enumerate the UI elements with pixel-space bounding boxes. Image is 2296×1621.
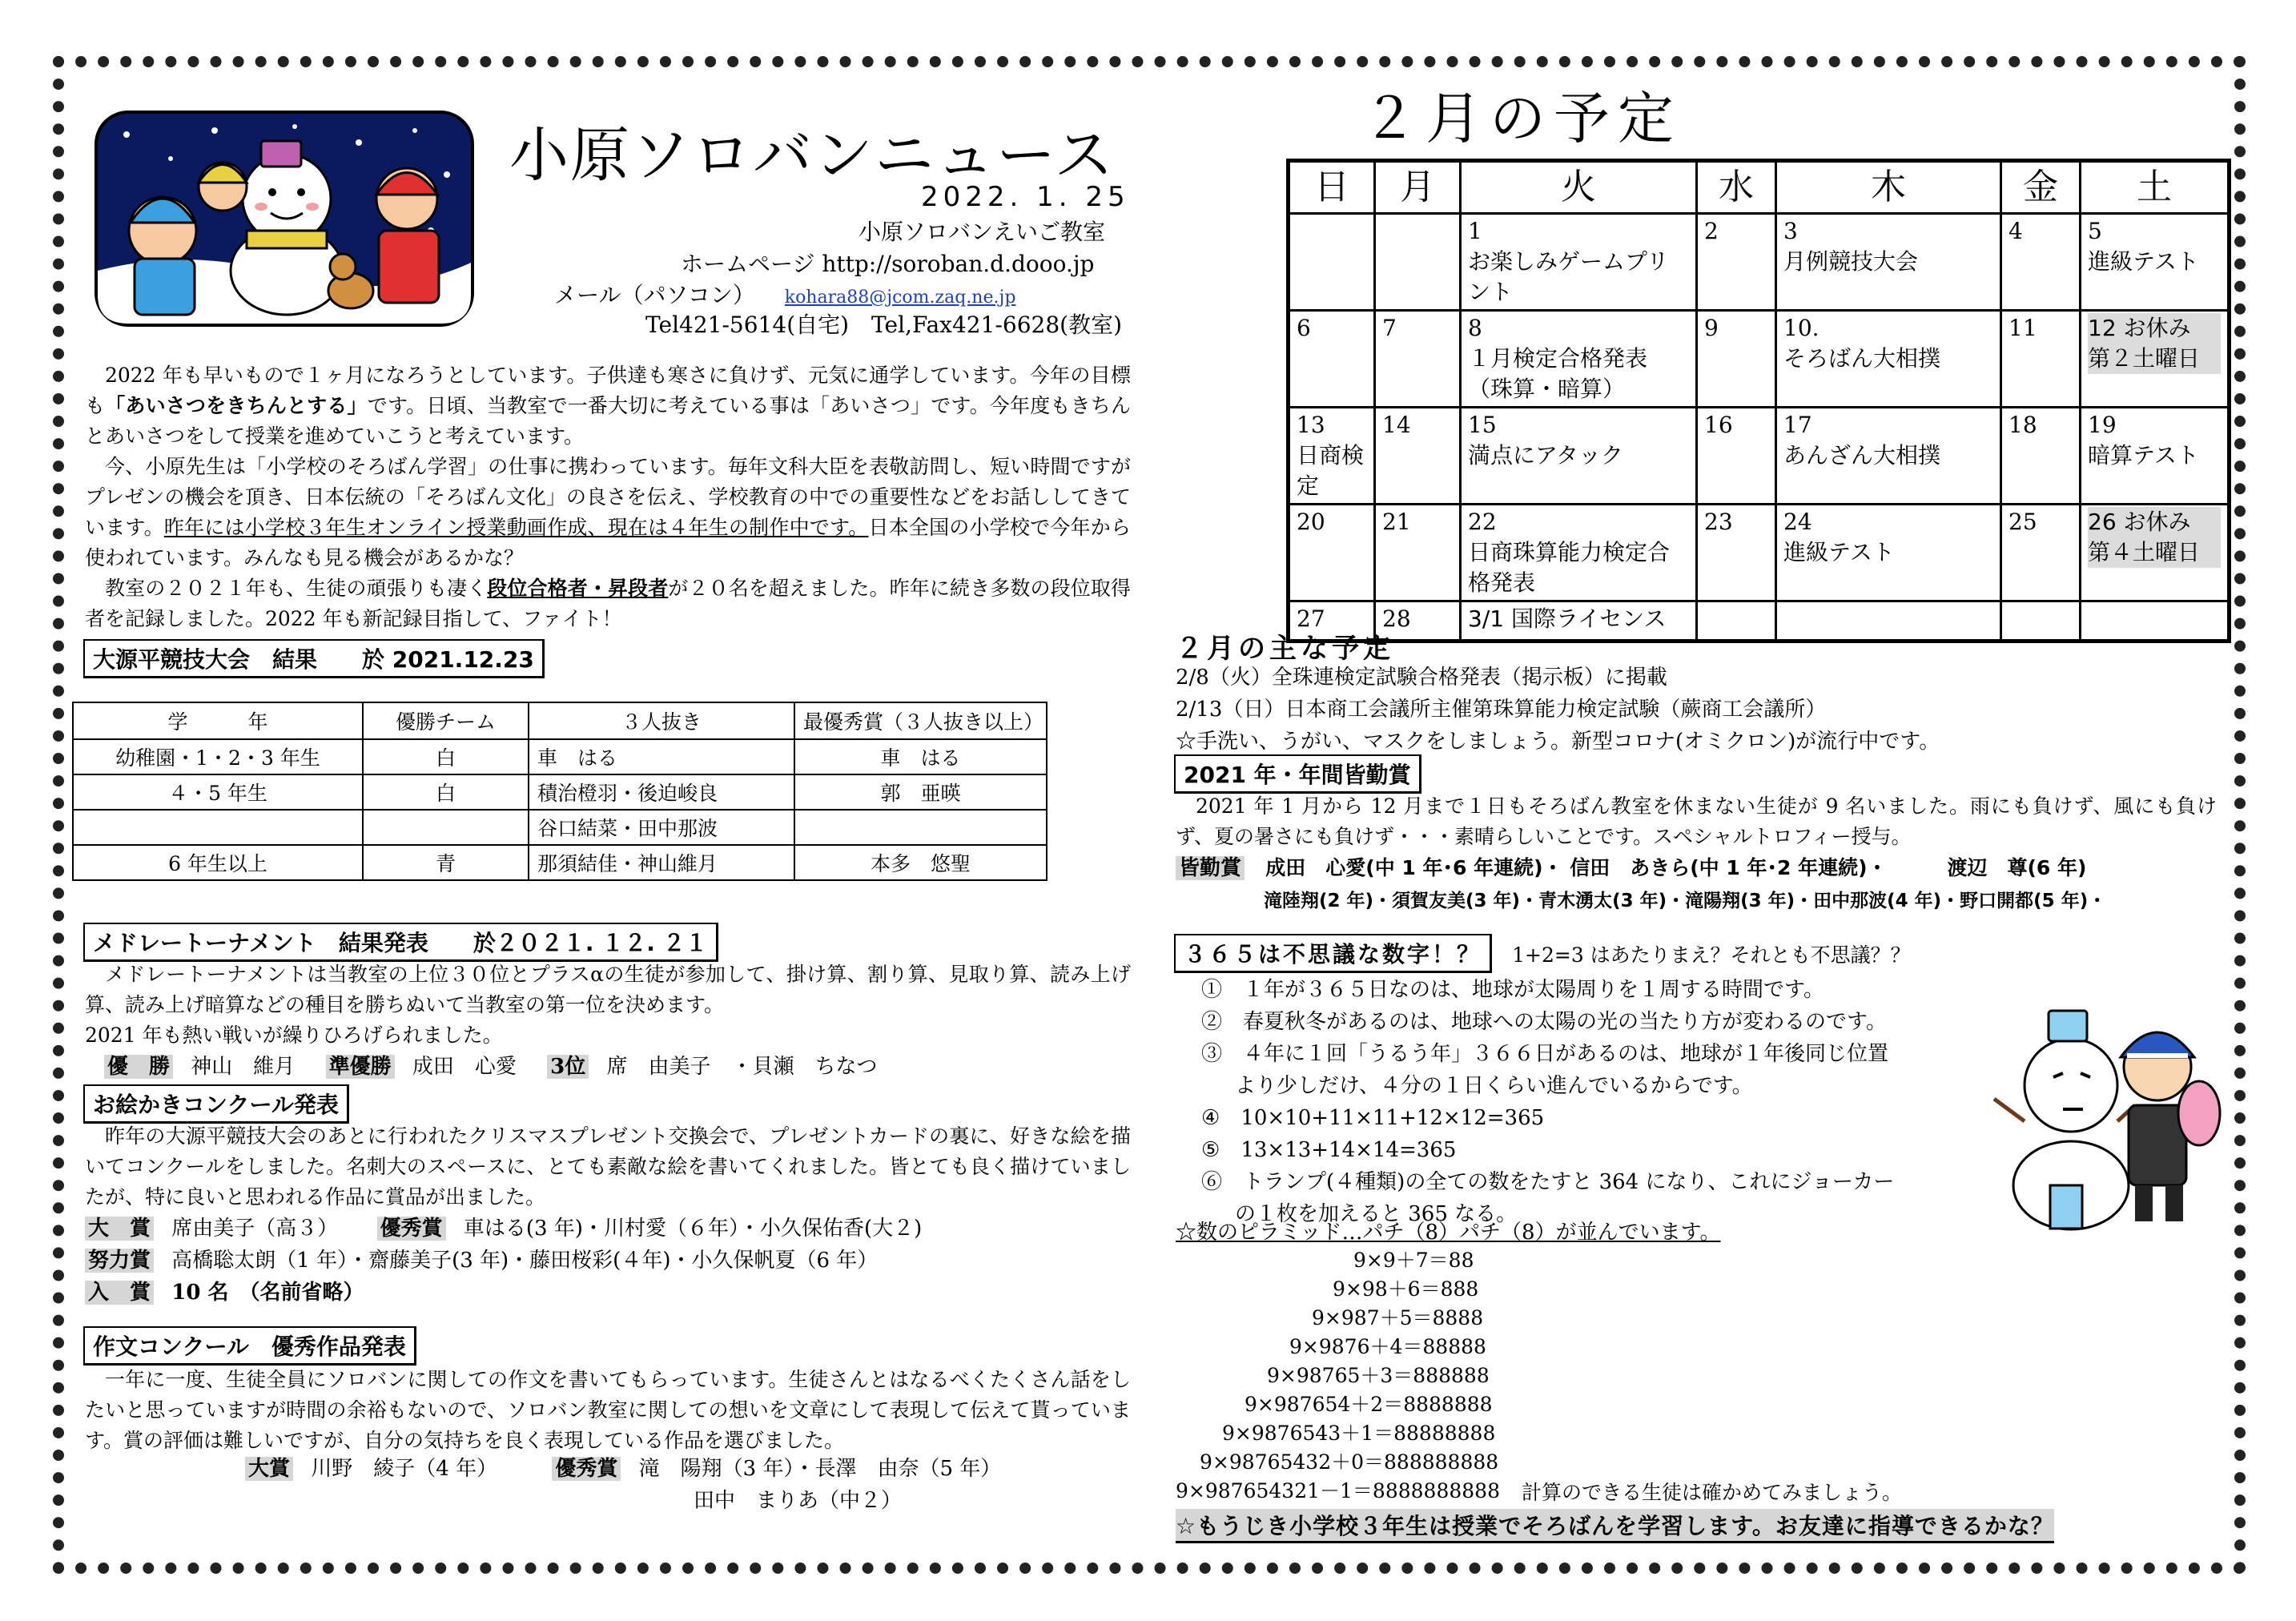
day-cell: 28 [1375,601,1461,642]
day-cell: 2 [1697,214,1776,311]
attendance-title-box [1174,754,1421,794]
mystery-subtitle: 1+2=3 はあたりまえ？それとも不思議？？ [1512,943,1911,967]
day-cell: 27 [1289,601,1375,642]
pyramid-title: ☆数のピラミッド…パチ（8）パチ（8）が並んでいます。 [1176,1221,1721,1245]
medley-section [85,959,1131,1083]
day-cell: 24 進級テスト [1776,505,2001,601]
mail-line [554,278,1015,310]
day-cell: 4 [2001,214,2081,311]
contest-title-box [83,639,545,678]
col-winning-team: 優勝チーム [363,702,529,739]
day-cell: 9 [1697,311,1776,408]
value: 滝陸翔(2 年)・須賀友美(3 年)・青木湧太(3 年)・滝陽翔(3 年)・田中那波(4 年)・野口開都(5 年)・ [1264,891,2107,911]
value: 車はる(3 年)・川村愛（６年）・小久保佑香(大２) [463,1217,923,1241]
table-row [73,774,1047,810]
list-item: ⑥ トランプ(４種類)の全ての数をたすと 364 になり、これにジョーカー [1201,1170,1895,1194]
list-item: ☆手洗い、うがい、マスクをしましょう。新型コロナ(オミクロン)が流行中です。 [1176,730,1940,754]
calendar-header-row [1289,161,2230,214]
table-row [73,739,1047,774]
day-cell: 22 日商珠算能力検定合格発表 [1461,505,1697,601]
attendance-section [1176,791,2217,917]
calendar-week [1289,311,2230,408]
second-name: 成田 心愛 [412,1055,517,1079]
day-cell: 18 [2001,408,2081,505]
day-cell: 16 [1697,408,1776,505]
attendance-text: 2021 年 1 月から 12 月まで１日もそろばん教室を休まない生徒が 9 名いました。雨にも負けず、風にも負けず、夏の暑さにも負けず・・・素晴らしいことです。スペシャルトロフィー授与。 [1176,794,2217,848]
value: 席由美子（高３） [171,1217,339,1241]
day-cell [1289,214,1375,311]
day-cell: 19 暗算テスト [2081,408,2230,505]
drawing-title-box [83,1084,349,1124]
day-cell: 7 [1375,311,1461,408]
medley-results [104,1051,1131,1083]
list-item: ③ ４年に１回「うるう年」３６６日があるのは、地球が１年後同じ位置 [1201,1042,1889,1066]
day-cell: 20 [1289,505,1375,601]
medley-title: メドレートーナメント 結果発表 於２０２１. １２. ２１ [83,923,718,962]
homepage-line: ホームページ http://soroban.d.dooo.jp [681,251,1095,277]
pyramid-line: 9×9876＋4＝88888 [1289,1335,1486,1358]
list-item: ① １年が３６５日なのは、地球が太陽周りを１周する時間です。 [1201,978,1824,1002]
list-item: より少しだけ、４分の１日くらい進んでいるからです。 [1235,1074,1753,1098]
third-label: 3位 [547,1055,589,1079]
drawing-effort-prize [85,1245,1131,1277]
cell [73,810,363,845]
cell: ４・5 年生 [73,774,363,810]
number-pyramid [1176,1246,1736,1506]
attendance-names-2 [1264,884,2217,917]
table-row [73,845,1047,880]
tel-line: Tel421-5614(自宅) Tel,Fax421-6628(教室) [645,312,1122,338]
pyramid-note: 計算のできる生徒は確かめてみましょう。 [1522,1481,1903,1504]
medley-text: メドレートーナメントは当教室の上位３０位とプラスαの生徒が参加して、掛け算、割り算、見取り算、読み上げ算、読み上げ暗算などの種目を勝ちぬいて当教室の第一位を決めます。 [85,963,1131,1016]
day-cell: 14 [1375,408,1461,505]
value: 田中 まりあ（中２） [694,1489,903,1513]
mail-link[interactable]: kohara88@jcom.zaq.ne.jp [784,288,1016,308]
cell: 白 [363,774,529,810]
day-cell [1776,601,2001,642]
cell [363,810,529,845]
day-cell: 3/1 国際ライセンス [1461,601,1697,642]
day-fri: 金 [2001,161,2081,214]
essay-title: 作文コンクール 優秀作品発表 [83,1326,416,1366]
cell: 谷口結菜・田中那波 [529,810,794,845]
col-three-wins: ３人抜き [529,702,794,739]
drawing-text: 昨年の大源平競技大会のあとに行われたクリスマスプレゼント交換会で、プレゼントカードの裏に、好きな絵を描いてコンクールをしました。名刺大のスペースに、とても素敵な絵を書いてくれました。皆とても良く描けていましたが、特に良いと思われる作品に賞品が出ました。 [85,1124,1131,1209]
day-cell: 1 お楽しみゲームプリント [1461,214,1697,311]
pyramid-line: 9×987654＋2＝8888888 [1245,1393,1493,1416]
day-cell: 13 日商検定 [1289,408,1375,505]
value: 滝 陽翔（3 年）・長澤 由奈（5 年） [638,1457,1002,1481]
label: 大 賞 [85,1217,154,1241]
day-sat: 土 [2081,161,2230,214]
third-name: 席 由美子 ・貝瀬 ちなつ [606,1055,878,1079]
day-cell-holiday: 12 お休み 第２土曜日 [2081,311,2230,408]
day-cell [1697,601,1776,642]
main-schedule-list [1176,662,1940,758]
day-cell [2001,601,2081,642]
attendance-names-1 [1176,852,2217,884]
second-label: 準優勝 [326,1055,395,1079]
essay-text: 一年に一度、生徒全員にソロバンに関しての作文を書いてもらっています。生徒さんとはなるべくたくさん話をしたいと思っていますが時間の余裕もないので、ソロバン教室に関しての想いを文章にして表現して伝えて貰っています。賞の評価は難しいですが、自分の気持ちを良く表現している作品を選びました。 [85,1368,1131,1452]
newsletter-title: 小原ソロバンニュース [509,121,1116,190]
calendar-table [1286,159,2231,643]
list-item: ④ 10×10+11×11+12×12=365 [1201,1106,1545,1130]
col-grade: 学 年 [73,702,363,739]
day-cell: 21 [1375,505,1461,601]
essay-title-box [83,1326,416,1366]
drawing-section [85,1121,1131,1309]
footer-note: ☆もうじき小学校３年生は授業でそろばんを学習します。お友達に指導できるかな？ [1176,1509,2054,1543]
pyramid-line: 9×9＋7＝88 [1353,1249,1474,1272]
medley-title-box [83,923,718,962]
calendar-week [1289,505,2230,601]
label: 入 賞 [85,1281,154,1305]
cell: 白 [363,739,529,774]
value: 高橋聡太朗（1 年）・齋藤美子(3 年)・藤田桜彩(４年)・小久保帆夏（6 年） [171,1249,879,1273]
cell [794,810,1047,845]
day-cell: 10. そろばん大相撲 [1776,311,2001,408]
list-item: の１枚を加えると 365 なる。 [1235,1202,1518,1226]
label: 努力賞 [85,1249,154,1273]
day-cell [1375,214,1461,311]
value: 10 名 （名前省略） [171,1281,364,1305]
intro-section [85,360,1131,634]
schedule-title: ２月の予定 [1361,86,1682,151]
pyramid-line: 9×987＋5＝8888 [1312,1306,1484,1329]
school-name: 小原ソロバンえいご教室 [858,219,1106,245]
day-cell [2081,601,2230,642]
value: 成田 心愛(中 1 年･6 年連続)・ 信田 あきら(中 1 年･2 年連続)・ 渡辺 尊(6 年) [1265,856,2087,879]
list-item: ② 春夏秋冬があるのは、地球への太陽の光の当たり方が変わるのです。 [1201,1010,1887,1034]
day-cell-holiday: 26 お休み 第４土曜日 [2081,505,2230,601]
pyramid-line: 9×98765＋3＝888888 [1267,1364,1490,1387]
essay-prizes [85,1453,1131,1485]
day-cell: 17 あんざん大相撲 [1776,408,2001,505]
mail-label: メール（パソコン） [554,282,755,308]
pyramid-last: 9×987654321－1＝8888888888 [1176,1479,1500,1502]
contest-results-table [72,702,1047,881]
day-cell: 23 [1697,505,1776,601]
drawing-honorable-prize [85,1277,1131,1309]
calendar-week [1289,601,2230,642]
cell: 青 [363,845,529,880]
essay-prizes-2 [694,1485,1131,1517]
day-cell: 3 月例競技大会 [1776,214,2001,311]
list-item: 2/13（日）日本商工会議所主催第珠算能力検定試験（蕨商工会議所） [1176,698,1827,722]
day-cell: 15 満点にアタック [1461,408,1697,505]
intro-paragraph-1: 2022 年も早いもので１ヶ月になろうとしています。子供達も寒さに負けず、元気に通学しています。今年の目標も「あいさつをきちんとする」です。日頃、当教室で一番大切に考えている事は「あいさつ」です。今年度もきちんとあいさつをして授業を進めていこうと考えています。 [85,364,1131,448]
list-item: ⑤ 13×13+14×14=365 [1201,1138,1457,1162]
drawing-title: お絵かきコンクール発表 [83,1084,349,1124]
mystery-title: ３６５は不思議な数字！？ [1174,934,1492,973]
attendance-title: 2021 年・年間皆勤賞 [1174,754,1421,794]
day-sun: 日 [1289,161,1375,214]
day-cell: 5 進級テスト [2081,214,2230,311]
day-tue: 火 [1461,161,1697,214]
contest-title: 大源平競技大会 結果 於 2021.12.23 [83,639,545,678]
mystery-title-box [1174,934,1911,973]
main-schedule-title: ２月の主な予定 [1176,633,1394,665]
intro-paragraph-2: 今、小原先生は「小学校のそろばん学習」の仕事に携わっています。毎年文科大臣を表敬訪問し、短い時間ですがプレゼンの機会を頂き、日本伝統の「そろばん文化」の良さを伝え、学校教育の中での重要性などをお話ししてきています。昨年には小学校３年生オンライン授業動画作成、現在は４年生の制作中です。日本全国の小学校で今年から使われています。みんなも見る機会があるかな？ [85,455,1131,569]
cell: 6 年生以上 [73,845,363,880]
cell: 那須結佳・神山維月 [529,845,794,880]
day-mon: 月 [1375,161,1461,214]
cell: 車 はる [529,739,794,774]
col-mvp: 最優秀賞（３人抜き以上） [794,702,1047,739]
issue-date: 2022. 1. 25 [921,181,1130,213]
day-thu: 木 [1776,161,2001,214]
day-cell: 8 １月検定合格発表（珠算・暗算） [1461,311,1697,408]
essay-section [85,1365,1131,1517]
win-name: 神山 維月 [191,1055,296,1079]
calendar-week [1289,214,2230,311]
win-label: 優 勝 [104,1055,173,1079]
mystery-list [1201,974,1894,1230]
drawing-grand-prize [85,1213,1131,1245]
cell: 郭 亜暎 [794,774,1047,810]
label: 優秀賞 [552,1457,621,1481]
label: 皆勤賞 [1176,856,1245,880]
calendar-week [1289,408,2230,505]
label: 大賞 [245,1457,293,1481]
table-header-row [73,702,1047,739]
day-cell: 11 [2001,311,2081,408]
value: 川野 綾子（4 年） [311,1457,498,1481]
pyramid-line: 9×98＋6＝888 [1333,1277,1479,1301]
medley-text-2: 2021 年も熱い戦いが繰りひろげられました。 [85,1024,503,1047]
cell: 積治橙羽・後迫峻良 [529,774,794,810]
pyramid-line: 9×9876543＋1＝88888888 [1222,1422,1496,1445]
cell: 幼稚園・1・2・3 年生 [73,739,363,774]
label: 優秀賞 [377,1217,446,1241]
snowman-illustration [94,111,474,327]
pyramid-line: 9×98765432＋0＝888888888 [1200,1450,1499,1474]
table-row [73,810,1047,845]
cell: 本多 悠聖 [794,845,1047,880]
list-item: 2/8（火）全珠連検定試験合格発表（掲示板）に掲載 [1176,666,1667,690]
day-cell: 6 [1289,311,1375,408]
snowman-child-illustration [1983,993,2223,1233]
cell: 車 はる [794,739,1047,774]
day-wed: 水 [1697,161,1776,214]
intro-paragraph-3: 教室の２０２１年も、生徒の頑張りも凄く段位合格者・昇段者が２０名を超えました。昨年に続き多数の段位取得者を記録しました。2022 年も新記録目指して、ファイト！ [85,577,1131,630]
day-cell: 25 [2001,505,2081,601]
